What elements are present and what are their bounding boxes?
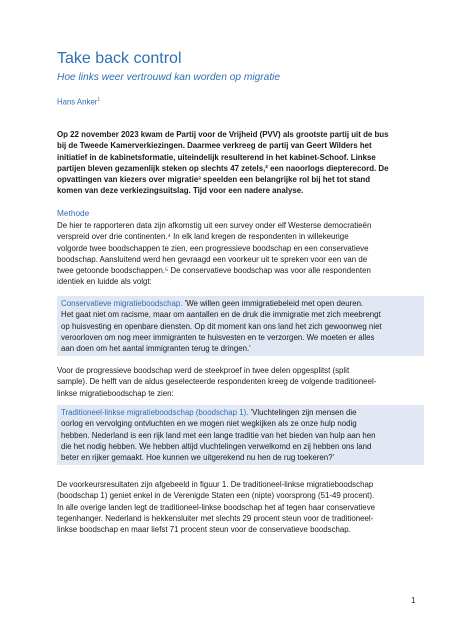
intro-line: komen van deze verkiezingsuitslag. Tijd voor een nadere analyse.	[57, 186, 304, 196]
quote-label: Conservatieve migratieboodschap.	[61, 299, 183, 308]
author-line	[57, 97, 100, 107]
method-line: volgorde twee boodschappen te zien, een progressieve boodschap en een conservatieve	[57, 243, 369, 253]
method-line: identiek en luidde als volgt:	[57, 277, 152, 287]
method-line: De hier te rapporteren data zijn afkomstig uit een survey onder elf Westerse democratieën	[57, 221, 372, 230]
split-line: sample). De helft van de aldus geselecteerde respondenten kreeg de volgende traditioneel-	[57, 377, 377, 387]
results-line: linkse boodschap en maar liefst 71 procent steun voor de conservatieve boodschap.	[57, 525, 351, 535]
quote-line: veroorloven om nog meer immigranten te huisvesten en te verzorgen. We moeten er alles	[61, 332, 375, 342]
document-subtitle: Hoe links weer vertrouwd kan worden op migratie	[57, 72, 281, 83]
author-name: Hans Anker	[57, 97, 98, 107]
quote-line: op huisvesting en openbare diensten. Op dit moment kan ons land het zich gewoonweg niet	[61, 321, 382, 331]
intro-line: opvattingen van kiezers over migratie³ speelden een belangrijke rol bij het tot stand	[57, 175, 371, 185]
intro-line: Op 22 november 2023 kwam de Partij voor de Vrijheid (PVV) als grootste partij uit de bus	[57, 130, 389, 139]
quote-first-line	[61, 298, 421, 309]
results-line: tegenhanger. Nederland is hekkensluiter met slechts 29 procent steun voor de traditioneel-	[57, 513, 374, 523]
quote-text: 'Vluchtelingen zijn mensen die	[248, 408, 357, 417]
conservative-message-quote	[57, 296, 424, 356]
method-paragraph	[57, 220, 422, 288]
results-line: In alle overige landen legt de traditioneel-linkse boodschap het af tegen haar conservatieve	[57, 502, 376, 512]
split-line: Voor de progressieve boodschap werd de steekproef in twee delen opgesplitst (split	[57, 366, 350, 375]
split-line: linkse migratieboodschap te zien:	[57, 388, 174, 398]
document-title: Take back control	[57, 50, 182, 67]
section-heading: Methode	[57, 208, 90, 218]
method-line: verspreid over drie continenten.⁴ In elk land kregen de respondenten in willekeurige	[57, 232, 349, 242]
quote-first-line	[61, 407, 421, 418]
intro-line: initiatief in de kabinetsformatie, uiteindelijk resulterend in het kabinet-Schoof. Linkse	[57, 152, 376, 162]
split-sample-paragraph	[57, 365, 422, 399]
results-line: (boodschap 1) geniet enkel in de Verenigde Staten een (nipte) voorsprong (51-49 procent).	[57, 491, 375, 501]
intro-line: partijen bleven gezamenlijk steken op slechts 47 zetels,² een naoorlogs diepterecord. De	[57, 163, 389, 173]
results-line: De voorkeursresultaten zijn afgebeeld in figuur 1. De traditioneel-linkse migratieboodschap	[57, 480, 374, 489]
author-footnote-mark: 1	[97, 97, 101, 103]
page-number: 1	[411, 596, 416, 605]
results-paragraph	[57, 479, 422, 535]
left-message-quote	[57, 405, 424, 465]
method-line: twee getoonde boodschappen.⁵ De conservatieve boodschap was voor alle respondenten	[57, 266, 371, 276]
quote-line: Het gaat niet om racisme, maar om aantallen en de druk die immigratie met zich meebrengt	[61, 310, 381, 320]
intro-paragraph	[57, 129, 422, 197]
intro-line: bij de Tweede Kamerverkiezingen. Daarmee verkreeg de partij van Geert Wilders het	[57, 141, 372, 151]
quote-line: hebben. Nederland is een rijk land met een lange traditie van het bieden van hulp aan hen	[61, 430, 376, 440]
quote-line: oorlog en vervolging ontvluchten en we mogen niet wegkijken als ze onze hulp nodig	[61, 419, 357, 429]
quote-label: Traditioneel-linkse migratieboodschap (boodschap 1).	[61, 408, 249, 417]
quote-line: beter en rijker gemaakt. Hoe kunnen we uitgerekend nu hen de rug toekeren?'	[61, 453, 335, 463]
method-line: boodschap. Aansluitend werd hen gevraagd een voorkeur uit te spreken voor een van de	[57, 254, 368, 264]
quote-line: aan doen om het aantal immigranten terug te dringen.'	[61, 344, 251, 354]
quote-text: 'We willen geen immigratiebeleid met open deuren.	[182, 299, 364, 308]
quote-line: die het nodig hebben. We hebben altijd vluchtelingen verwelkomd en zij hebben ons land	[61, 441, 372, 451]
